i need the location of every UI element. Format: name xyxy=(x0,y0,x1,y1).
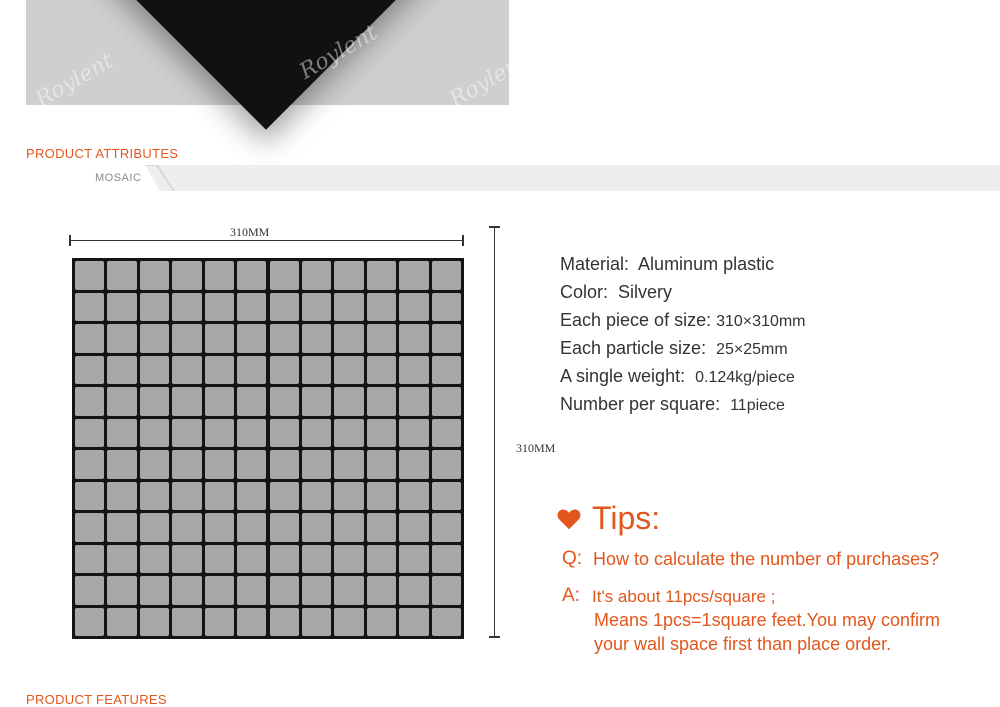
mosaic-tile xyxy=(399,261,428,290)
mosaic-tile xyxy=(205,608,234,637)
mosaic-tile xyxy=(140,450,169,479)
mosaic-tile xyxy=(205,324,234,353)
mosaic-tile xyxy=(140,324,169,353)
mosaic-tile xyxy=(140,293,169,322)
mosaic-tile xyxy=(140,576,169,605)
mosaic-tile xyxy=(172,419,201,448)
height-dimension-line xyxy=(494,227,495,637)
mosaic-tile xyxy=(367,356,396,385)
mosaic-tile xyxy=(334,419,363,448)
mosaic-tile xyxy=(399,513,428,542)
mosaic-tile xyxy=(172,576,201,605)
mosaic-tile xyxy=(270,261,299,290)
mosaic-tile xyxy=(302,419,331,448)
mosaic-tile xyxy=(302,576,331,605)
mosaic-tile xyxy=(334,324,363,353)
spec-value: Aluminum plastic xyxy=(638,254,775,274)
height-tick-top xyxy=(489,226,500,228)
mosaic-tile xyxy=(107,482,136,511)
mosaic-tile xyxy=(432,545,461,574)
mosaic-tile xyxy=(140,356,169,385)
mosaic-tile xyxy=(107,293,136,322)
mosaic-tile xyxy=(107,576,136,605)
mosaic-tile xyxy=(237,293,266,322)
mosaic-tile xyxy=(399,324,428,353)
mosaic-tile xyxy=(172,513,201,542)
mosaic-tile xyxy=(270,513,299,542)
mosaic-tile xyxy=(237,545,266,574)
answer-line-2: Means 1pcs=1square feet.You may confirm xyxy=(594,610,941,630)
mosaic-tab-label: MOSAIC xyxy=(95,172,142,184)
question-text: How to calculate the number of purchases? xyxy=(593,549,940,569)
width-dimension-line xyxy=(70,240,464,241)
product-attributes-title: PRODUCT ATTRIBUTES xyxy=(26,146,179,161)
spec-value: Silvery xyxy=(618,282,673,302)
mosaic-tile xyxy=(75,513,104,542)
mosaic-tile xyxy=(75,293,104,322)
mosaic-tile xyxy=(205,387,234,416)
answer-line-3: your wall space first than place order. xyxy=(594,634,892,654)
mosaic-tile xyxy=(334,545,363,574)
mosaic-tile xyxy=(367,576,396,605)
mosaic-tile xyxy=(432,356,461,385)
mosaic-tile xyxy=(75,545,104,574)
spec-piece-size xyxy=(560,310,806,331)
mosaic-tile xyxy=(107,545,136,574)
mosaic-tile xyxy=(270,608,299,637)
mosaic-tile xyxy=(205,261,234,290)
spec-label: Material: xyxy=(560,254,630,274)
tips-title: Tips: xyxy=(592,500,661,536)
mosaic-tile xyxy=(270,576,299,605)
mosaic-tile xyxy=(367,482,396,511)
mosaic-tile xyxy=(367,545,396,574)
mosaic-tile xyxy=(205,513,234,542)
mosaic-tile xyxy=(367,261,396,290)
mosaic-tile xyxy=(432,324,461,353)
mosaic-tile xyxy=(140,513,169,542)
mosaic-tile xyxy=(237,450,266,479)
mosaic-tile xyxy=(140,545,169,574)
mosaic-tile xyxy=(172,293,201,322)
product-photo xyxy=(26,0,532,113)
mosaic-tile xyxy=(107,261,136,290)
watermark: Roylent xyxy=(295,20,382,85)
mosaic-tile xyxy=(270,356,299,385)
mosaic-tile xyxy=(302,324,331,353)
mosaic-tile xyxy=(172,387,201,416)
mosaic-tile xyxy=(334,576,363,605)
mosaic-tile xyxy=(367,450,396,479)
mosaic-tile xyxy=(237,608,266,637)
mosaic-tile xyxy=(432,293,461,322)
mosaic-tile xyxy=(302,261,331,290)
mosaic-tile xyxy=(399,356,428,385)
mosaic-tile xyxy=(107,450,136,479)
height-tick-bottom xyxy=(489,636,500,638)
mosaic-tile xyxy=(270,293,299,322)
mosaic-tile xyxy=(367,513,396,542)
mosaic-tile xyxy=(140,608,169,637)
mosaic-tile xyxy=(302,545,331,574)
mosaic-tile xyxy=(432,608,461,637)
mosaic-tile xyxy=(237,356,266,385)
mosaic-tile xyxy=(334,261,363,290)
mosaic-tile xyxy=(399,608,428,637)
mosaic-tile xyxy=(399,450,428,479)
spec-particle-size xyxy=(560,338,788,359)
mosaic-tile xyxy=(172,324,201,353)
mosaic-tile xyxy=(399,387,428,416)
mosaic-tile xyxy=(75,419,104,448)
mosaic-tile xyxy=(205,450,234,479)
mosaic-tile xyxy=(172,261,201,290)
width-tick-left xyxy=(69,235,71,246)
mosaic-tile xyxy=(302,356,331,385)
mosaic-tile xyxy=(172,356,201,385)
mosaic-tile xyxy=(399,482,428,511)
mosaic-tile xyxy=(302,450,331,479)
mosaic-tile xyxy=(399,576,428,605)
answer-line-1: It's about 11pcs/square ; xyxy=(592,587,776,606)
spec-value: 0.124kg/piece xyxy=(695,369,795,386)
mosaic-tile xyxy=(302,293,331,322)
mosaic-tile xyxy=(107,387,136,416)
mosaic-tile xyxy=(107,356,136,385)
width-tick-right xyxy=(462,235,464,246)
spec-value: 25×25mm xyxy=(716,341,788,358)
mosaic-tile xyxy=(270,545,299,574)
mosaic-tile xyxy=(302,482,331,511)
mosaic-tile xyxy=(107,419,136,448)
spec-value: 11piece xyxy=(730,397,785,414)
mosaic-tile xyxy=(140,387,169,416)
black-tile-image xyxy=(96,0,435,130)
mosaic-tile xyxy=(334,608,363,637)
mosaic-tile xyxy=(205,356,234,385)
spec-label: Each piece of size: xyxy=(560,310,712,330)
spec-color xyxy=(560,282,672,303)
mosaic-tile xyxy=(237,419,266,448)
mosaic-tile xyxy=(334,450,363,479)
mosaic-tile xyxy=(107,324,136,353)
mosaic-tile xyxy=(432,576,461,605)
mosaic-tile xyxy=(75,450,104,479)
watermark: Roylent xyxy=(445,48,532,113)
mosaic-tile xyxy=(237,482,266,511)
attributes-tab-bar xyxy=(0,165,1000,191)
mosaic-tile xyxy=(334,482,363,511)
mosaic-tile xyxy=(432,419,461,448)
mosaic-tile xyxy=(237,576,266,605)
mosaic-tile xyxy=(399,545,428,574)
spec-material xyxy=(560,254,774,275)
width-label: 310MM xyxy=(230,225,270,239)
spec-label: Each particle size: xyxy=(560,338,707,358)
mosaic-tile xyxy=(270,482,299,511)
mosaic-tile xyxy=(432,482,461,511)
mosaic-tile xyxy=(399,419,428,448)
mosaic-tile xyxy=(237,513,266,542)
mosaic-tile xyxy=(270,387,299,416)
mosaic-tile xyxy=(205,482,234,511)
mosaic-sheet xyxy=(72,258,464,639)
spec-label: A single weight: xyxy=(560,366,686,386)
mosaic-tile xyxy=(432,387,461,416)
mosaic-tile xyxy=(334,356,363,385)
mosaic-tile xyxy=(75,324,104,353)
mosaic-tile xyxy=(270,450,299,479)
mosaic-tile xyxy=(107,608,136,637)
mosaic-tile xyxy=(237,324,266,353)
heart-icon xyxy=(556,506,582,532)
mosaic-tile xyxy=(432,261,461,290)
answer-prefix: A: xyxy=(562,585,580,606)
spec-label: Color: xyxy=(560,282,609,302)
product-features-title: PRODUCT FEATURES xyxy=(26,692,167,707)
mosaic-tile xyxy=(75,356,104,385)
mosaic-tile xyxy=(205,545,234,574)
mosaic-tile xyxy=(107,513,136,542)
spec-weight xyxy=(560,366,795,387)
mosaic-tile xyxy=(367,419,396,448)
mosaic-tile xyxy=(334,513,363,542)
mosaic-tile xyxy=(205,576,234,605)
watermark: Roylent xyxy=(31,48,118,113)
mosaic-tile xyxy=(172,545,201,574)
mosaic-tile xyxy=(75,482,104,511)
mosaic-tile xyxy=(172,482,201,511)
mosaic-tile xyxy=(75,261,104,290)
spec-label: Number per square: xyxy=(560,394,721,414)
mosaic-tile xyxy=(334,293,363,322)
mosaic-tile xyxy=(399,293,428,322)
spec-value: 310×310mm xyxy=(716,313,806,330)
question-prefix: Q: xyxy=(562,548,583,569)
height-label: 310MM xyxy=(516,441,556,455)
mosaic-tile xyxy=(302,387,331,416)
mosaic-tile xyxy=(302,608,331,637)
spec-count xyxy=(560,394,785,415)
mosaic-tile xyxy=(334,387,363,416)
mosaic-tile xyxy=(205,293,234,322)
mosaic-tile xyxy=(75,608,104,637)
mosaic-tile xyxy=(432,450,461,479)
mosaic-tile xyxy=(270,324,299,353)
mosaic-tile xyxy=(367,387,396,416)
mosaic-tile xyxy=(367,608,396,637)
mosaic-tile xyxy=(237,261,266,290)
mosaic-tile xyxy=(172,450,201,479)
mosaic-tile xyxy=(75,576,104,605)
mosaic-tile xyxy=(367,293,396,322)
mosaic-tile xyxy=(367,324,396,353)
mosaic-tile xyxy=(302,513,331,542)
mosaic-tile xyxy=(140,419,169,448)
mosaic-tile xyxy=(237,387,266,416)
mosaic-tile xyxy=(75,387,104,416)
mosaic-tile xyxy=(270,419,299,448)
mosaic-tile xyxy=(172,608,201,637)
mosaic-tile xyxy=(205,419,234,448)
mosaic-tile xyxy=(140,261,169,290)
mosaic-tile xyxy=(432,513,461,542)
mosaic-tile xyxy=(140,482,169,511)
